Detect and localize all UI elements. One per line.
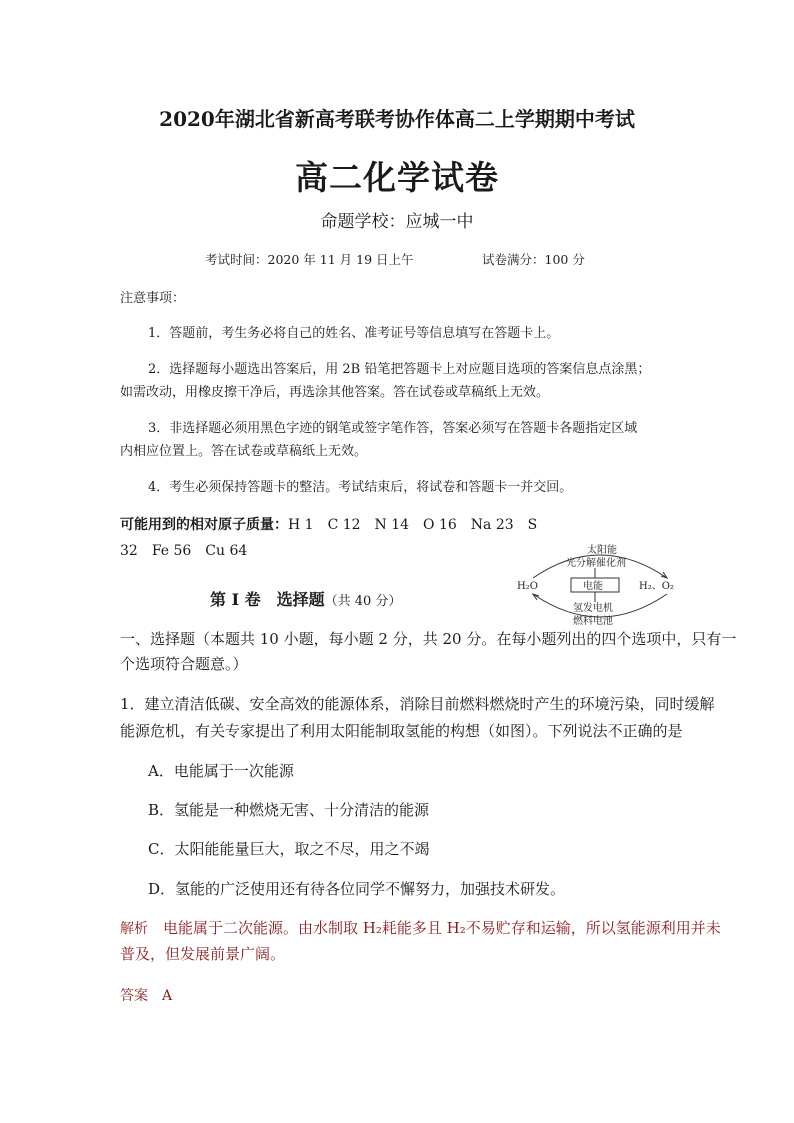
question-1-stem: 1．建立清洁低碳、安全高效的能源体系，消除目前燃料燃烧时产生的环境污染，同时缓解 [120, 695, 715, 713]
label-generator: 氢发电机 [573, 603, 613, 614]
explanation-label: 解析 [120, 921, 148, 937]
section-instruction-cont: 个选项符合题意。） [120, 655, 248, 673]
label-water: H₂O [517, 581, 538, 592]
notice-item-3-cont: 内相应位置上。答在试卷或草稿纸上无效。 [120, 444, 368, 459]
section-score: （共 40 分） [324, 594, 402, 609]
exam-time: 考试时间：2020 年 11 月 19 日上午 [205, 252, 414, 267]
answer-value: A [162, 988, 173, 1004]
notice-item-3: 3．非选择题必须用黑色字迹的钢笔或签字笔作答，答案必须写在答题卡各题指定区域 [148, 421, 638, 436]
notice-item-1: 1．答题前，考生务必将自己的姓名、准考证号等信息填写在答题卡上。 [148, 326, 560, 341]
label-electric: 电能 [583, 581, 603, 592]
section-heading [210, 587, 401, 610]
exam-title: 2020年湖北省新高考联考协作体高二上学期期中考试 [159, 107, 635, 131]
notice-item-2-cont: 如需改动，用橡皮擦干净后，再选涂其他答案。答在试卷或草稿纸上无效。 [120, 385, 550, 400]
option-a: A．电能属于一次能源 [148, 762, 294, 780]
notice-item-2: 2．选择题每小题选出答案后，用 2B 铅笔把答题卡上对应题目选项的答案信息点涂黑； [148, 362, 651, 377]
paper-title: 高二化学试卷 [295, 158, 499, 197]
question-1-stem-cont: 能源危机，有关专家提出了利用太阳能制取氢能的构想（如图）。下列说法不正确的是 [120, 722, 683, 740]
option-b: B．氢能是一种燃烧无害、十分清洁的能源 [148, 801, 430, 819]
answer-label: 答案 [120, 988, 148, 1004]
label-hydrogen-oxygen: H₂、O₂ [639, 581, 674, 592]
full-score: 试卷满分：100 分 [482, 252, 585, 267]
atomic-mass-values: H 1 C 12 N 14 O 16 Na 23 S [288, 517, 538, 533]
atomic-mass-line-1 [120, 514, 537, 534]
label-fuel-cell: 燃料电池 [573, 616, 613, 627]
explanation [120, 917, 721, 938]
notice-item-4: 4．考生必须保持答题卡的整洁。考试结束后，将试卷和答题卡一并交回。 [148, 480, 573, 495]
notice-heading: 注意事项： [120, 291, 186, 306]
label-solar: 太阳能 [587, 545, 617, 556]
option-d: D．氢能的广泛使用还有待各位同学不懈努力，加强技术研发。 [148, 880, 566, 898]
section-instruction: 一、选择题（本题共 10 小题，每小题 2 分，共 20 分。在每小题列出的四个选项中，只有一 [120, 630, 737, 648]
school-line: 命题学校：应城一中 [320, 212, 474, 232]
atomic-mass-line-2: 32 Fe 56 Cu 64 [120, 543, 248, 559]
option-c: C．太阳能能量巨大，取之不尽，用之不竭 [148, 840, 430, 858]
section-title: 第 Ⅰ 卷 选择题 [210, 590, 325, 609]
label-catalyst: 光分解催化剂 [566, 558, 626, 569]
explanation-cont: 普及，但发展前景广阔。 [120, 945, 286, 963]
explanation-text: 电能属于二次能源。由水制取 H₂耗能多且 H₂不易贮存和运输，所以氢能源利用并未 [163, 919, 721, 937]
solar-hydrogen-cycle-diagram [515, 540, 685, 630]
atomic-mass-label: 可能用到的相对原子质量： [120, 517, 288, 533]
answer [120, 985, 172, 1005]
